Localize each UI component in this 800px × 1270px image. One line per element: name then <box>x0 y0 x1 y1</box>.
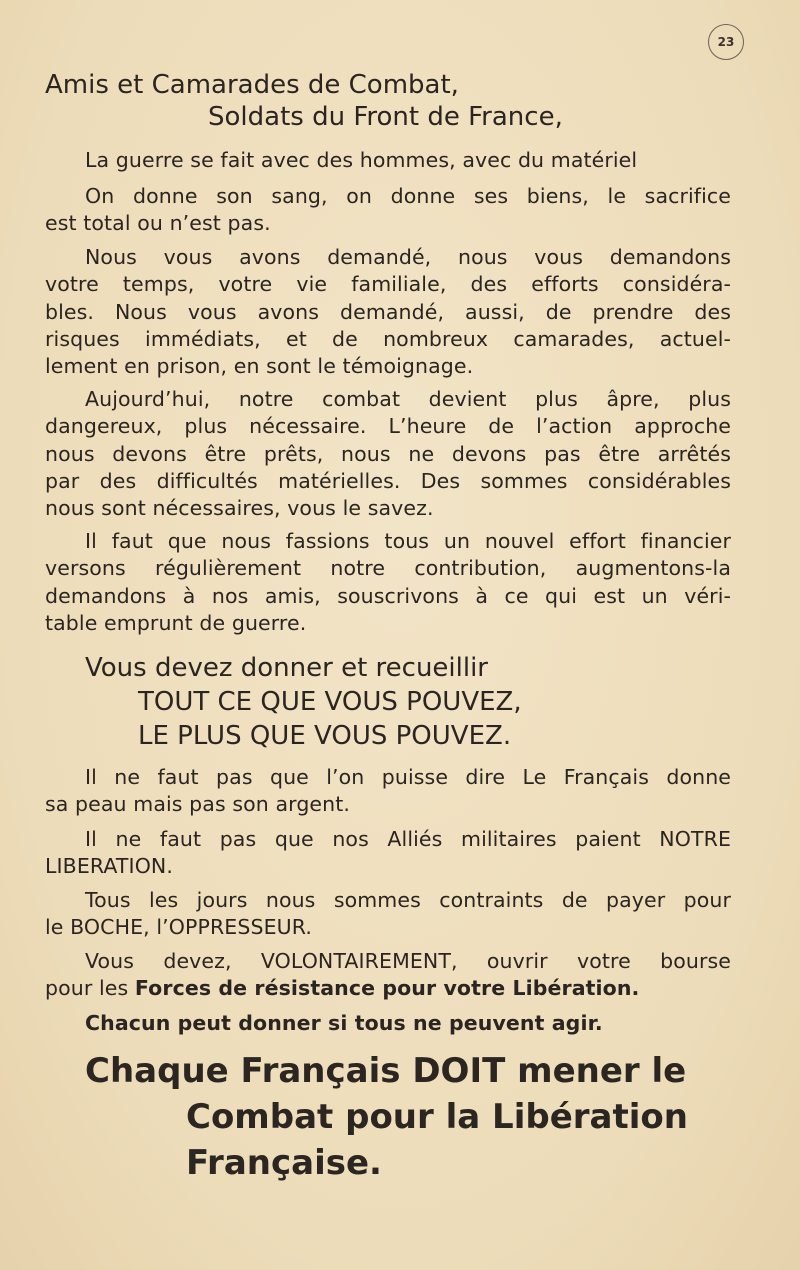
text-bold: Forces de résistance pour votre Libération. <box>134 976 640 1001</box>
text-line: table emprunt de guerre. <box>45 610 307 635</box>
text-line: LIBERATION. <box>45 854 173 879</box>
text-plain: pour les <box>45 976 135 1001</box>
text-line: Tous les jours nous sommes contraints de payer pour <box>85 888 731 912</box>
paragraph-4 <box>45 386 731 522</box>
paragraph-8 <box>45 887 731 942</box>
text-line: Il ne faut pas que nos Alliés militaires paient NOTRE <box>85 827 731 851</box>
closing-line-1: Chaque Français DOIT mener le <box>85 1051 687 1091</box>
closing-line-2: Combat pour la Libération <box>186 1097 688 1137</box>
closing-line-3: Française. <box>186 1143 382 1183</box>
text-line: par des difficultés matérielles. Des sommes considérables <box>45 468 731 493</box>
text-line: sa peau mais pas son argent. <box>45 792 350 817</box>
salutation-line-2: Soldats du Front de France, <box>208 102 563 132</box>
paragraph-3 <box>45 244 731 380</box>
text-line: Chacun peut donner si tous ne peuvent agir. <box>85 1011 603 1035</box>
salutation-line-1: Amis et Camarades de Combat, <box>45 70 459 100</box>
text-line: nous sont nécessaires, vous le savez. <box>45 496 434 521</box>
text-line: est total ou n’est pas. <box>45 211 271 236</box>
text-line: risques immédiats, et de nombreux camarades, actuel- <box>45 326 731 351</box>
text-line: demandons à nos amis, souscrivons à ce qui est un véri- <box>45 583 731 608</box>
text-line: Aujourd’hui, notre combat devient plus âpre, plus <box>85 387 731 411</box>
page-number: 23 <box>708 24 744 60</box>
text-line: Nous vous avons demandé, nous vous demandons <box>85 245 731 269</box>
text-line <box>45 975 731 1002</box>
text-line: versons régulièrement notre contribution, augmentons-la <box>45 556 731 581</box>
text-line: nous devons être prêts, nous ne devons pas être arrêtés <box>45 441 731 466</box>
text-line: votre temps, votre vie familiale, des efforts considéra- <box>45 272 731 297</box>
call-line-2: TOUT CE QUE VOUS POUVEZ, <box>138 687 522 717</box>
paragraph-10 <box>45 1010 731 1037</box>
paragraph-5 <box>45 528 731 637</box>
text-line: Il ne faut pas que l’on puisse dire Le Français donne <box>85 765 731 789</box>
text-line: bles. Nous vous avons demandé, aussi, de prendre des <box>45 299 731 324</box>
text-line: La guerre se fait avec des hommes, avec du matériel <box>85 148 638 172</box>
paragraph-6 <box>45 764 731 819</box>
paragraph-1 <box>45 147 731 174</box>
text-line: Il faut que nous fassions tous un nouvel effort financier <box>85 529 731 553</box>
text-line: dangereux, plus nécessaire. L’heure de l’action approche <box>45 414 731 439</box>
text-line: Vous devez, VOLONTAIREMENT, ouvrir votre bourse <box>85 949 731 973</box>
paragraph-2 <box>45 183 731 238</box>
text-line: le BOCHE, l’OPPRESSEUR. <box>45 915 312 940</box>
call-line-3: LE PLUS QUE VOUS POUVEZ. <box>138 721 512 751</box>
paragraph-9 <box>45 948 731 1003</box>
text-line: On donne son sang, on donne ses biens, le sacrifice <box>85 184 731 208</box>
call-line-1: Vous devez donner et recueillir <box>85 653 488 683</box>
paragraph-7 <box>45 826 731 881</box>
text-line: lement en prison, en sont le témoignage. <box>45 354 474 379</box>
